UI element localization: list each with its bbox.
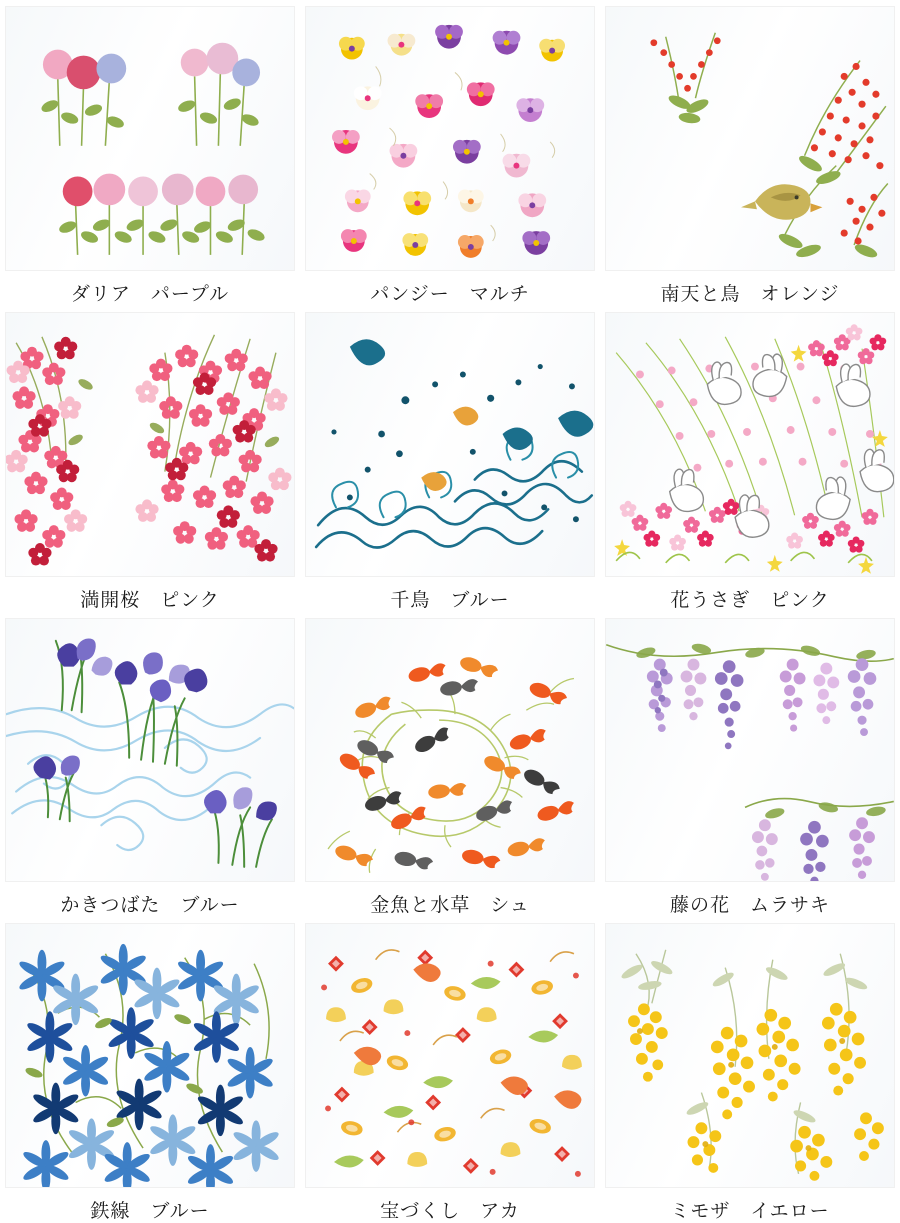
pattern-swatch-goldfish-shu[interactable] (305, 618, 595, 883)
goldfish-illustration (306, 619, 594, 882)
mimosa-illustration (606, 924, 894, 1187)
item-caption: 南天と鳥 オレンジ (660, 283, 840, 305)
plover-wave-illustration (306, 313, 594, 576)
catalog-item[interactable] (600, 612, 900, 918)
pattern-swatch-nanten-bird-orange[interactable] (605, 6, 895, 271)
bird-icon (741, 184, 822, 220)
pattern-swatch-pansy-multi[interactable] (305, 6, 595, 271)
pattern-swatch-tessen-blue[interactable] (5, 923, 295, 1188)
pattern-swatch-sakura-pink[interactable] (5, 312, 295, 577)
clematis-illustration (6, 924, 294, 1187)
catalog-item[interactable] (300, 306, 600, 612)
pattern-swatch-wisteria-murasaki[interactable] (605, 618, 895, 883)
nandina-bird-illustration (606, 7, 894, 270)
pattern-swatch-dahlia-purple[interactable] (5, 6, 295, 271)
pattern-swatch-takarazukushi-aka[interactable] (305, 923, 595, 1188)
catalog-item[interactable] (300, 0, 600, 306)
item-caption: 満開桜 ピンク (80, 589, 220, 611)
pattern-swatch-hana-usagi-pink[interactable] (605, 312, 895, 577)
item-caption: 花うさぎ ピンク (670, 589, 830, 611)
pattern-swatch-chidori-blue[interactable] (305, 312, 595, 577)
item-caption: かきつばた ブルー (60, 895, 240, 917)
item-caption: 藤の花 ムラサキ (669, 895, 830, 917)
item-caption: ミモザ イエロー (670, 1201, 830, 1222)
rabbit-flower-illustration (606, 313, 894, 576)
catalog-item[interactable] (0, 917, 300, 1223)
pattern-swatch-kakitsubata-blue[interactable] (5, 618, 295, 883)
item-caption: 宝づくし アカ (380, 1201, 520, 1222)
catalog-item[interactable] (600, 917, 900, 1223)
catalog-item[interactable] (600, 306, 900, 612)
treasure-illustration (306, 924, 594, 1187)
catalog-item[interactable] (300, 917, 600, 1223)
pansy-illustration (306, 7, 594, 270)
wisteria-illustration (606, 619, 894, 882)
iris-stream-illustration (6, 619, 294, 882)
item-caption: 金魚と水草 シュ (370, 895, 530, 917)
catalog-item[interactable] (0, 612, 300, 918)
item-caption: 千鳥 ブルー (390, 589, 510, 611)
catalog-item[interactable] (0, 0, 300, 306)
catalog-item[interactable] (0, 306, 300, 612)
item-caption: 鉄線 ブルー (90, 1201, 210, 1222)
catalog-item[interactable] (300, 612, 600, 918)
pattern-swatch-mimosa-yellow[interactable] (605, 923, 895, 1188)
item-caption: ダリア パープル (70, 283, 230, 305)
sakura-illustration (6, 313, 294, 576)
dahlia-illustration (6, 7, 294, 270)
catalog-item[interactable] (600, 0, 900, 306)
item-caption: パンジー マルチ (370, 283, 530, 305)
